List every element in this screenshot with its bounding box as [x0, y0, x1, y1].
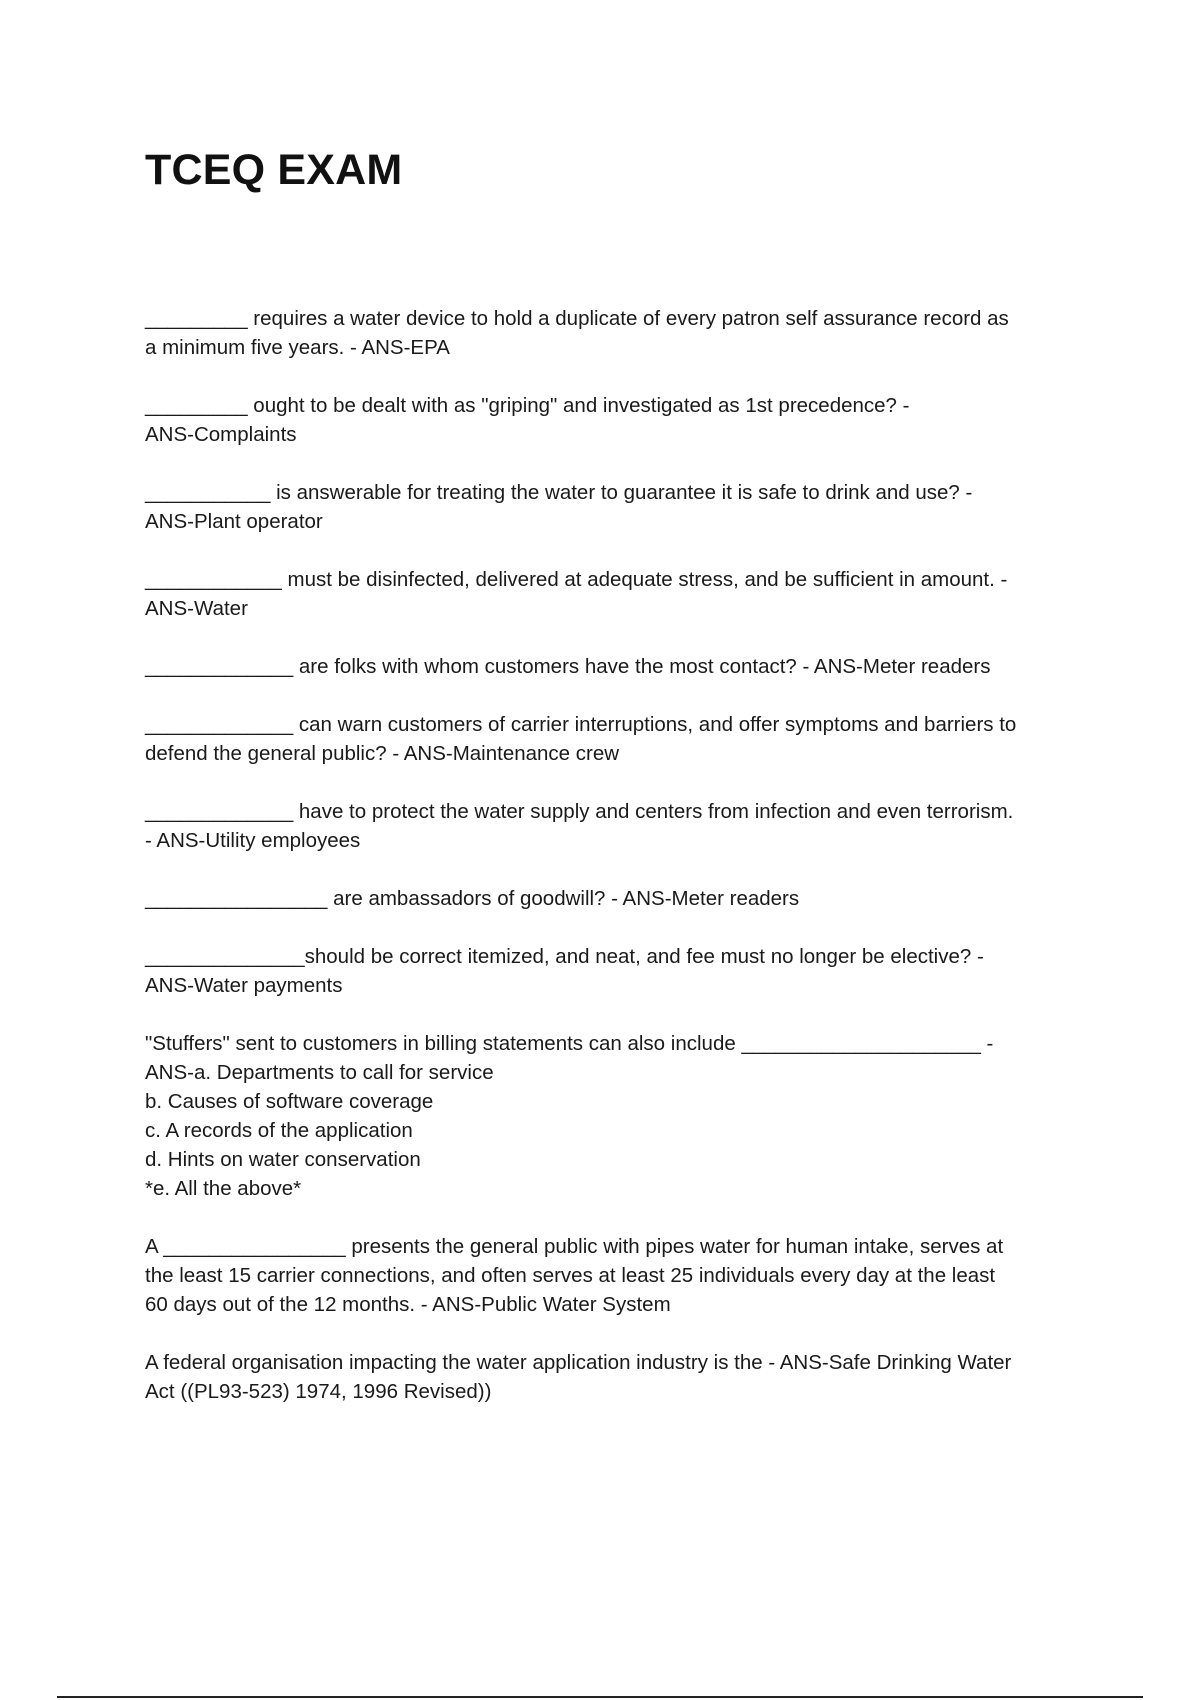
question-text-line: ____________ must be disinfected, delivered at adequate stress, and be sufficient in amount. - — [145, 568, 1008, 591]
question-text-line: _____________ are folks with whom customers have the most contact? - ANS-Meter readers — [145, 655, 991, 678]
footer-divider — [57, 1696, 1143, 1698]
question-text-line: _____________ have to protect the water supply and centers from infection and even terrorism. — [145, 800, 1014, 823]
question-text-line: _____________ can warn customers of carrier interruptions, and offer symptoms and barriers to — [145, 713, 1017, 736]
question-text-line: defend the general public? - ANS-Maintenance crew — [145, 742, 620, 765]
question-text-line: _________ requires a water device to hold a duplicate of every patron self assurance record as — [145, 307, 1009, 330]
question-text-line: Act ((PL93-523) 1974, 1996 Revised)) — [145, 1380, 492, 1403]
question-item — [145, 478, 1090, 536]
question-text-line: ______________should be correct itemized, and neat, and fee must no longer be elective? - — [145, 945, 984, 968]
question-text-line: d. Hints on water conservation — [145, 1148, 421, 1171]
question-item — [145, 942, 1090, 1000]
question-item — [145, 1029, 1090, 1203]
question-text-line: a minimum five years. - ANS-EPA — [145, 336, 450, 359]
question-text-line: ___________ is answerable for treating the water to guarantee it is safe to drink and use? - — [145, 481, 973, 504]
question-text-line: A federal organisation impacting the water application industry is the - ANS-Safe Drinking Water — [145, 1351, 1012, 1374]
question-item — [145, 797, 1090, 855]
question-text-line: A ________________ presents the general public with pipes water for human intake, serves at — [145, 1235, 1004, 1258]
question-text-line: 60 days out of the 12 months. - ANS-Public Water System — [145, 1293, 671, 1316]
question-text-line: _________ ought to be dealt with as "griping" and investigated as 1st precedence? - — [145, 394, 910, 417]
question-text-line: the least 15 carrier connections, and often serves at least 25 individuals every day at the least — [145, 1264, 996, 1287]
question-text-line: ANS-a. Departments to call for service — [145, 1061, 494, 1084]
question-item — [145, 304, 1090, 362]
question-text-line: c. A records of the application — [145, 1119, 413, 1142]
question-item — [145, 710, 1090, 768]
question-text-line: "Stuffers" sent to customers in billing statements can also include _____________________ - — [145, 1032, 994, 1055]
question-item — [145, 884, 1090, 913]
question-text-line: ________________ are ambassadors of goodwill? - ANS-Meter readers — [145, 887, 800, 910]
question-text-line: ANS-Water — [145, 597, 248, 620]
question-item — [145, 391, 1090, 449]
question-text-line: - ANS-Utility employees — [145, 829, 361, 852]
question-item — [145, 1348, 1090, 1406]
question-answer-list — [145, 304, 1090, 1435]
question-text-line: ANS-Plant operator — [145, 510, 323, 533]
question-text-line: ANS-Complaints — [145, 423, 297, 446]
question-text-line: ANS-Water payments — [145, 974, 343, 997]
question-text-line: b. Causes of software coverage — [145, 1090, 434, 1113]
question-item — [145, 1232, 1090, 1319]
question-item — [145, 565, 1090, 623]
document-title: TCEQ EXAM — [145, 146, 403, 194]
question-item — [145, 652, 1090, 681]
question-text-line: *e. All the above* — [145, 1177, 302, 1200]
